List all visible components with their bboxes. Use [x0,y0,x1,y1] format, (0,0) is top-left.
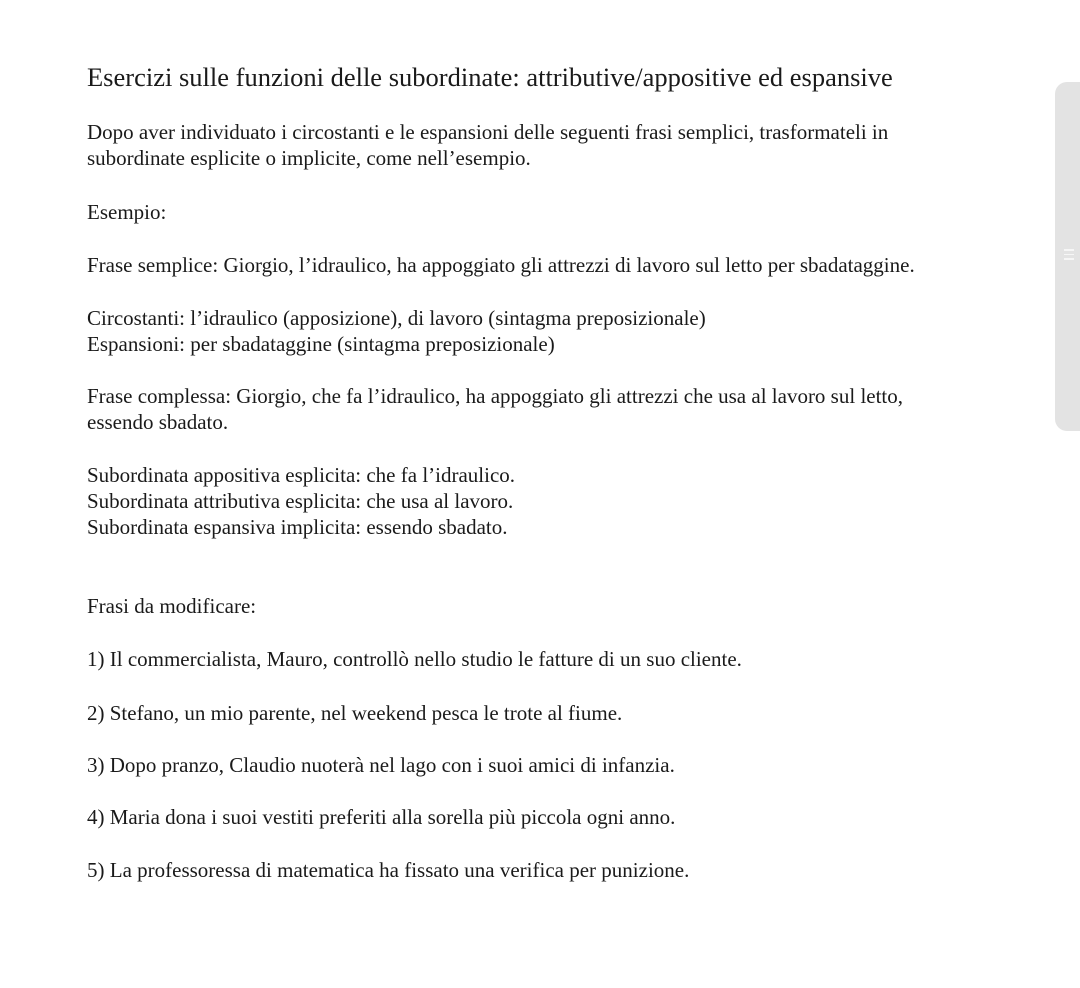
exercise-item: 1) Il commercialista, Mauro, controllò nello studio le fatture di un suo cliente. [87,647,742,671]
instructions-line-1: Dopo aver individuato i circostanti e le espansioni delle seguenti frasi semplici, trasformateli in [87,120,889,144]
scrollbar-thumb[interactable] [1055,82,1080,431]
complex-sentence-line-1: Frase complessa: Giorgio, che fa l’idraulico, ha appoggiato gli attrezzi che usa al lavoro sul letto, [87,384,904,408]
complex-sentence-line-2: essendo sbadato. [87,410,229,434]
subordinate-line: Subordinata espansiva implicita: essendo sbadato. [87,515,508,539]
exercise-item: 3) Dopo pranzo, Claudio nuoterà nel lago con i suoi amici di infanzia. [87,753,675,777]
subordinate-line: Subordinata attributiva esplicita: che usa al lavoro. [87,489,514,513]
subordinate-line: Subordinata appositiva esplicita: che fa l’idraulico. [87,463,516,487]
exercise-item: 5) La professoressa di matematica ha fissato una verifica per punizione. [87,858,690,882]
example-label: Esempio: [87,200,167,224]
simple-sentence: Frase semplice: Giorgio, l’idraulico, ha appoggiato gli attrezzi di lavoro sul letto per sbadataggine. [87,253,915,277]
espansioni-line: Espansioni: per sbadataggine (sintagma preposizionale) [87,332,555,356]
circostanti-line: Circostanti: l’idraulico (apposizione), di lavoro (sintagma preposizionale) [87,306,706,330]
document-title: Esercizi sulle funzioni delle subordinate: attributive/appositive ed espansive [87,62,893,92]
exercise-item: 2) Stefano, un mio parente, nel weekend pesca le trote al fiume. [87,701,623,725]
grip-icon [1064,249,1074,263]
exercise-item: 4) Maria dona i suoi vestiti preferiti alla sorella più piccola ogni anno. [87,805,676,829]
instructions-line-2: subordinate esplicite o implicite, come nell’esempio. [87,146,531,170]
exercises-label: Frasi da modificare: [87,594,257,618]
